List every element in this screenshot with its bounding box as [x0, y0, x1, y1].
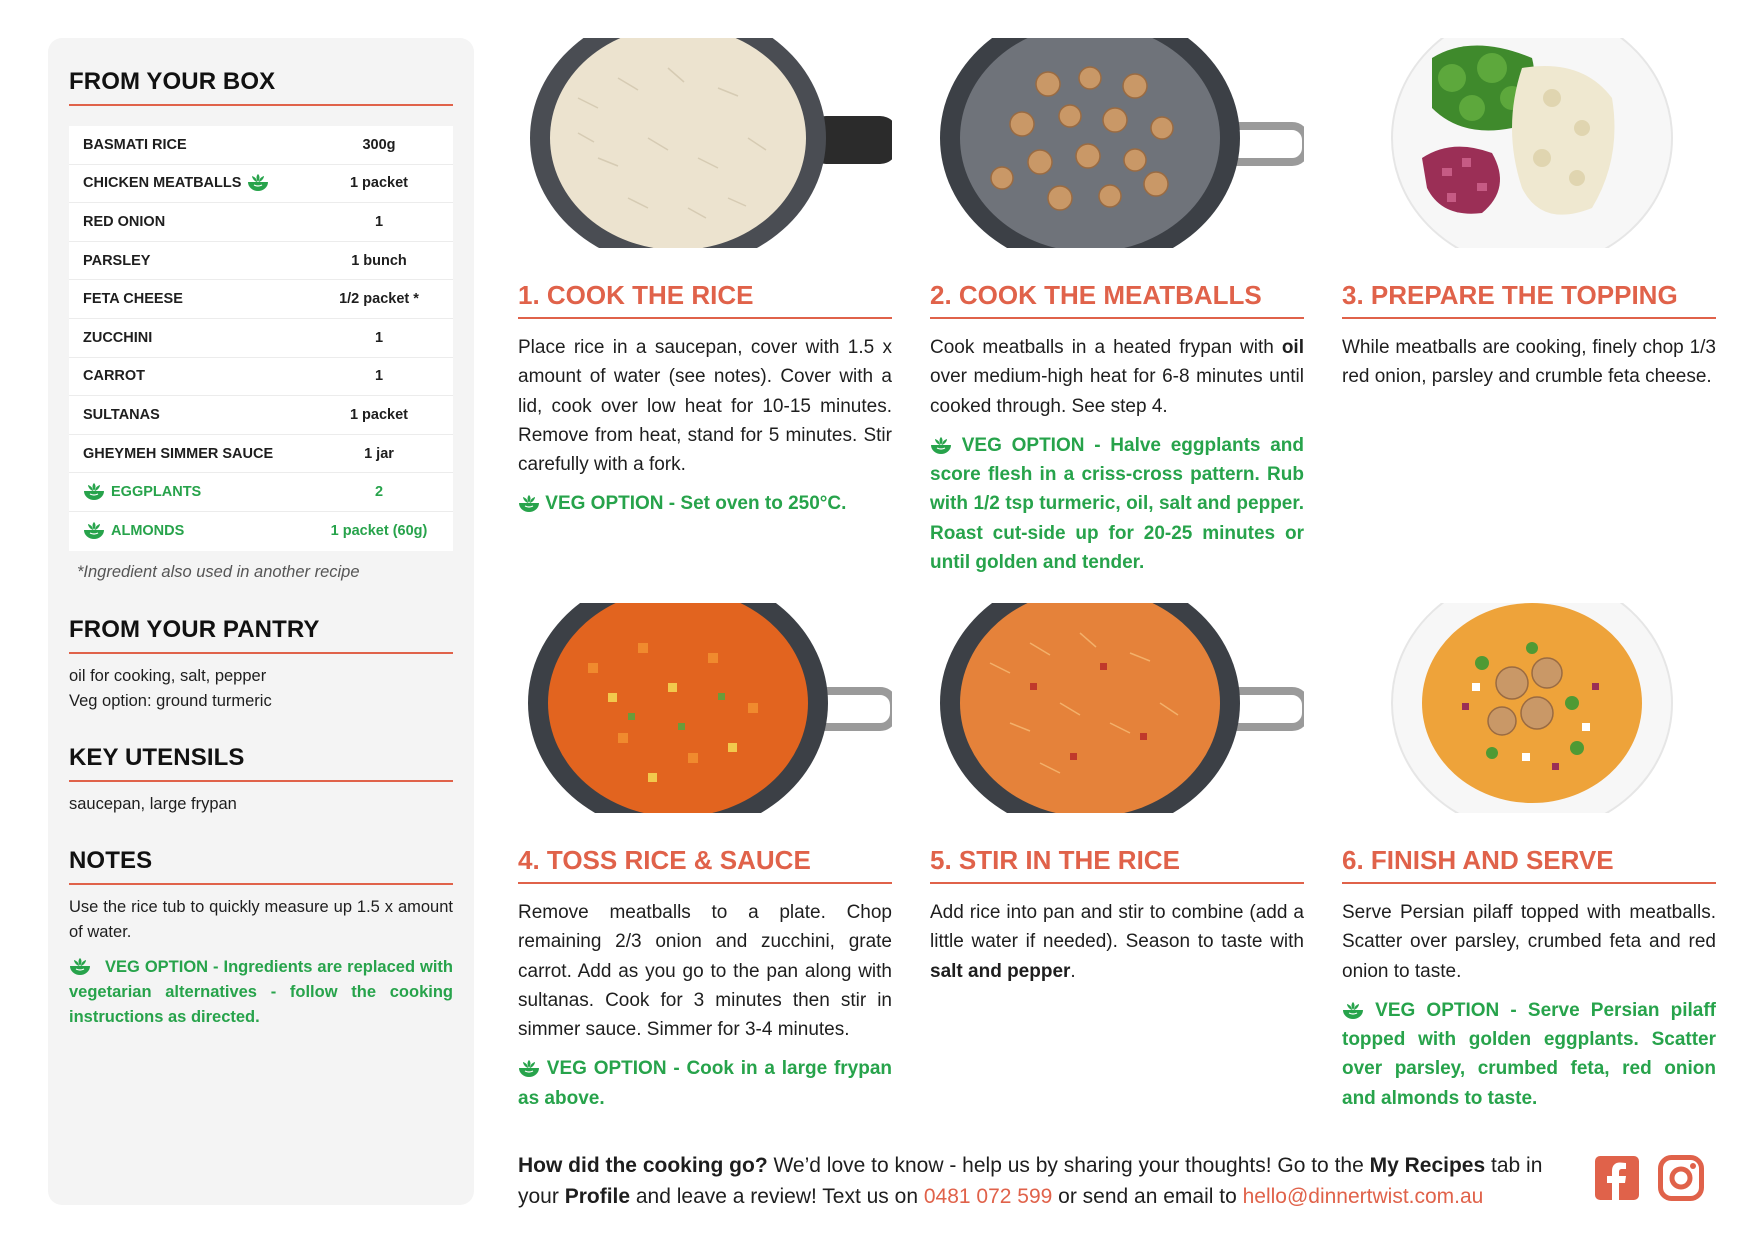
step-veg-option — [518, 489, 892, 518]
footer-text: tab in your — [518, 1154, 1543, 1208]
step-image-meatballs-pan — [930, 38, 1304, 248]
ingredients-table — [69, 126, 453, 551]
veg-leaf-icon — [83, 522, 105, 540]
ingredient-row — [69, 319, 453, 358]
step-text-bold: salt and pepper — [930, 960, 1071, 982]
instagram-icon[interactable] — [1658, 1155, 1704, 1201]
pantry-text — [69, 664, 453, 714]
step-text: Remove meatballs to a plate. Chop remaining 2/3 onion and zucchini, grate carrot. Add as you go to the pan along with sultanas. Cook for 3 minutes then stir in simmer sauce. Simmer for 3-4 minutes. — [518, 902, 892, 1041]
ingredient-row — [69, 358, 453, 397]
footer-text: We’d love to know - help us by sharing your thoughts! Go to the — [767, 1154, 1370, 1177]
ingredient-row — [69, 242, 453, 281]
step-3 — [1342, 38, 1716, 392]
step-title: 1. COOK THE RICE — [518, 280, 892, 319]
step-image-serving-plate — [1342, 603, 1716, 813]
step-4 — [518, 603, 892, 1113]
step-title: 5. STIR IN THE RICE — [930, 845, 1304, 884]
ingredient-name: ZUCCHINI — [83, 329, 153, 346]
ingredient-qty: 2 — [374, 484, 384, 501]
step-text-part: . — [1070, 960, 1076, 982]
ingredient-qty: 1 — [374, 329, 384, 346]
notes-veg-text: VEG OPTION - Ingredients are replaced with vegetarian alternatives - follow the cooking instructions as directed. — [69, 957, 453, 1026]
ingredient-row-veg — [69, 473, 453, 512]
veg-leaf-icon — [518, 1060, 540, 1078]
veg-leaf-icon — [518, 495, 540, 513]
pantry-line: Veg option: ground turmeric — [69, 691, 272, 710]
ingredient-qty: 1 packet (60g) — [330, 523, 428, 540]
ingredient-label: EGGPLANTS — [111, 484, 202, 501]
step-text: Serve Persian pilaff topped with meatballs. Scatter over parsley, crumbed feta and red onion to taste. — [1342, 902, 1716, 982]
utensils-title: KEY UTENSILS — [69, 744, 453, 782]
notes-section — [69, 847, 453, 1030]
utensils-text: saucepan, large frypan — [69, 794, 237, 813]
step-veg-text: VEG OPTION - Serve Persian pilaff topped with golden eggplants. Scatter over parsley, crumbed feta, red onion and almonds to taste. — [1342, 999, 1716, 1109]
ingredient-row — [69, 165, 453, 204]
footer-text: and leave a review! Text us on — [630, 1185, 924, 1208]
ingredient-name: FETA CHEESE — [83, 291, 183, 308]
step-text-part: Cook meatballs in a heated frypan with — [930, 337, 1282, 358]
step-title: 2. COOK THE MEATBALLS — [930, 280, 1304, 319]
ingredient-row — [69, 280, 453, 319]
my-recipes-label: My Recipes — [1369, 1154, 1486, 1177]
ingredient-name: CARROT — [83, 368, 146, 385]
ingredient-name: SULTANAS — [83, 406, 160, 423]
ingredient-qty: 1 packet — [349, 406, 409, 423]
step-text — [930, 898, 1304, 986]
veg-leaf-icon — [1342, 1002, 1364, 1020]
veg-leaf-icon — [930, 437, 952, 455]
veg-leaf-icon — [247, 174, 269, 192]
feedback-footer — [518, 1150, 1578, 1212]
ingredient-label: ALMONDS — [111, 523, 185, 540]
sidebar-panel — [48, 38, 474, 1205]
ingredient-qty: 1/2 packet * — [339, 291, 419, 308]
step-veg-text: VEG OPTION - Cook in a large frypan as above. — [518, 1058, 893, 1109]
step-image-rice-pan — [518, 38, 892, 248]
from-your-box-title: FROM YOUR BOX — [69, 68, 453, 106]
step-5 — [930, 603, 1304, 986]
ingredient-row — [69, 396, 453, 435]
step-6 — [1342, 603, 1716, 1113]
ingredient-name: RED ONION — [83, 213, 166, 230]
ingredient-name: BASMATI RICE — [83, 136, 187, 153]
ingredient-row-veg — [69, 512, 453, 551]
ingredient-row — [69, 203, 453, 242]
step-veg-text: VEG OPTION - Set oven to 250°C. — [545, 493, 847, 515]
step-title: 6. FINISH AND SERVE — [1342, 845, 1716, 884]
veg-leaf-icon — [83, 483, 105, 501]
step-text — [930, 333, 1304, 421]
step-veg-text: VEG OPTION - Halve eggplants and score flesh in a criss-cross pattern. Rub with 1/2 tsp turmeric, oil, salt and pepper. Roast cut-side up for 20-25 minutes or until golden and tender. — [930, 434, 1304, 574]
ingredient-qty: 1 jar — [364, 445, 394, 462]
ingredient-qty: 1 — [374, 368, 384, 385]
phone-link[interactable]: 0481 072 599 — [923, 1185, 1053, 1208]
step-1 — [518, 38, 892, 519]
pantry-line: oil for cooking, salt, pepper — [69, 666, 267, 685]
step-2 — [930, 38, 1304, 577]
ingredient-label: CHICKEN MEATBALLS — [83, 175, 242, 192]
profile-label: Profile — [564, 1185, 631, 1208]
step-veg-option — [518, 1054, 892, 1113]
ingredient-name: GHEYMEH SIMMER SAUCE — [83, 445, 274, 462]
notes-text: Use the rice tub to quickly measure up 1.5 x amount of water. — [69, 897, 453, 941]
notes-veg-option — [69, 955, 453, 1030]
step-title: 4. TOSS RICE & SAUCE — [518, 845, 892, 884]
step-text-part: over medium-high heat for 6-8 minutes until cooked through. See step 4. — [930, 366, 1304, 417]
step-image-sauce-pan — [518, 603, 892, 813]
step-title: 3. PREPARE THE TOPPING — [1342, 280, 1716, 319]
step-text-part: Add rice into pan and stir to combine (add a little water if needed). Season to taste with — [930, 902, 1304, 953]
step-veg-option — [1342, 996, 1716, 1113]
ingredient-qty: 300g — [362, 136, 396, 153]
ingredient-row — [69, 126, 453, 165]
step-veg-option — [930, 431, 1304, 577]
ingredient-qty: 1 packet — [349, 175, 409, 192]
pantry-title: FROM YOUR PANTRY — [69, 616, 453, 654]
step-image-pilaff-pan — [930, 603, 1304, 813]
ingredient-name — [83, 174, 319, 192]
ingredient-name: PARSLEY — [83, 252, 151, 269]
feedback-question: How did the cooking go? — [518, 1154, 768, 1177]
step-text-bold: oil — [1281, 337, 1304, 358]
pantry-section — [69, 616, 453, 714]
ingredient-qty: 1 — [374, 213, 384, 230]
ingredient-qty: 1 bunch — [351, 252, 407, 269]
notes-title: NOTES — [69, 847, 453, 885]
veg-leaf-icon — [69, 958, 91, 976]
step-image-topping-plate — [1342, 38, 1716, 248]
ingredient-row — [69, 435, 453, 474]
email-link[interactable]: hello@dinnertwist.com.au — [1242, 1185, 1484, 1208]
ingredient-name — [83, 522, 319, 540]
step-text: Place rice in a saucepan, cover with 1.5 x amount of water (see notes). Cover with a lid, cook over low heat for 10-15 minutes. Remove from heat, stand for 5 minutes. Stir carefully with a fork. — [518, 337, 892, 476]
ingredient-footnote: *Ingredient also used in another recipe — [77, 562, 360, 581]
step-text: While meatballs are cooking, finely chop 1/3 red onion, parsley and crumble feta cheese. — [1342, 337, 1716, 388]
facebook-icon[interactable] — [1594, 1155, 1640, 1201]
utensils-section — [69, 744, 453, 817]
ingredient-name — [83, 483, 319, 501]
footer-text: or send an email to — [1052, 1185, 1243, 1208]
